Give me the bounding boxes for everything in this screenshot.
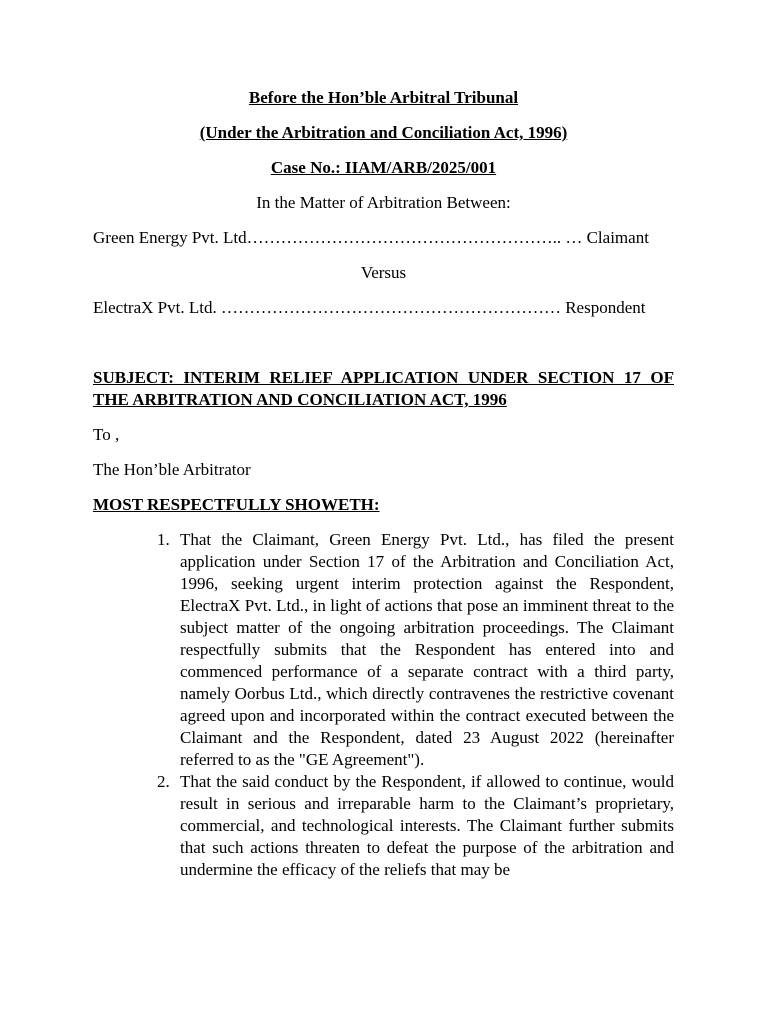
to-line: To , [93,425,120,444]
tribunal-heading: Before the Hon’ble Arbitral Tribunal [248,88,519,107]
addressee-line: The Hon’ble Arbitrator [93,460,251,479]
paragraph-text: That the said conduct by the Respondent, if allowed to continue, would result in serious and irreparable harm to the Claimant’s proprietary, commercial, and technological interests. The Claimant further submits that such actions threaten to defeat the purpose of the arbitration and undermine the efficacy of the reliefs that may be [180,772,674,879]
versus-line: Versus [360,263,407,282]
respondent-line: ElectraX Pvt. Ltd. …………………………………………………… Respondent [93,298,646,317]
showeth-heading: MOST RESPECTFULLY SHOWETH: [93,495,380,514]
paragraph-item [157,771,674,881]
case-number: Case No.: IIAM/ARB/2025/001 [270,158,497,177]
subject-line: SUBJECT: INTERIM RELIEF APPLICATION UNDER SECTION 17 OF THE ARBITRATION AND CONCILIATION ACT, 1996 [93,368,674,409]
paragraph-number: 2. [157,772,170,791]
paragraph-text: That the Claimant, Green Energy Pvt. Ltd., has filed the present application under Section 17 of the Arbitration and Conciliation Act, 1996, seeking urgent interim protection against the Respondent, ElectraX Pvt. Ltd., in light of actions that pose an imminent threat to the subject matter of the ongoing arbitration proceedings. The Claimant respectfully submits that the Respondent has entered into and commenced performance of a separate contract with a third party, namely Oorbus Ltd., which directly contravenes the restrictive covenant agreed upon and incorporated within the contract executed between the Claimant and the Respondent, dated 23 August 2022 (hereinafter referred to as the "GE Agreement"). [180,530,674,769]
act-heading: (Under the Arbitration and Conciliation Act, 1996) [199,123,568,142]
paragraph-item [157,529,674,771]
document-page [93,87,674,881]
claimant-line: Green Energy Pvt. Ltd……………………………………………….. … Claimant [93,228,649,247]
paragraph-number: 1. [157,530,170,549]
numbered-paragraphs [93,529,674,881]
matter-line: In the Matter of Arbitration Between: [256,193,511,212]
